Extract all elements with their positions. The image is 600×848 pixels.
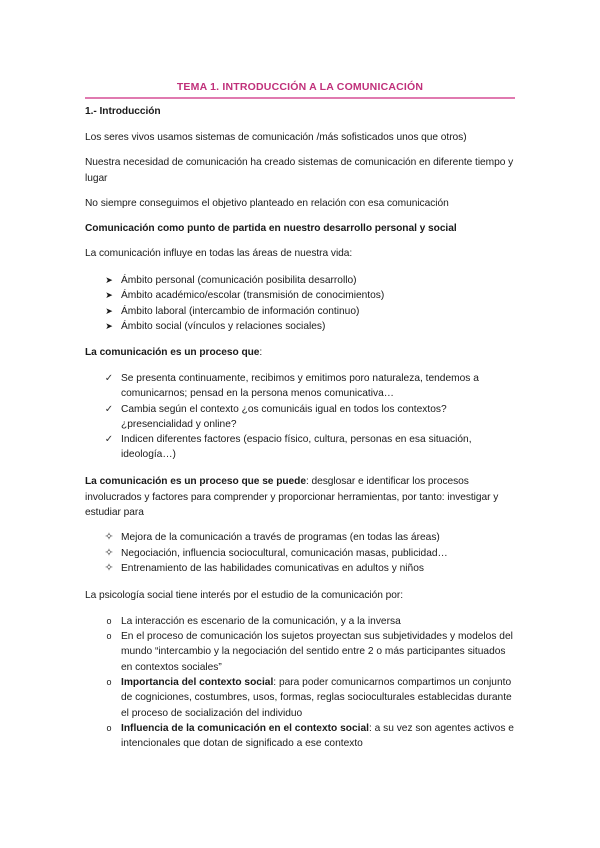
arrow-bullet-icon: ➤	[105, 275, 113, 285]
process-heading	[85, 345, 262, 360]
circle-bullet-icon: o	[106, 723, 112, 733]
diamond-bullet-icon: ✧	[104, 531, 114, 543]
list-item: Negociación, influencia sociocultural, comunicación masas, publicidad…	[121, 548, 448, 559]
diamond-bullet-icon: ✧	[104, 562, 114, 574]
breakdown-paragraph	[85, 474, 517, 521]
process-heading-bold: La comunicación es un proceso que	[85, 347, 260, 358]
check-bullet-icon: ✓	[104, 434, 114, 445]
check-bullet-icon: ✓	[104, 373, 114, 384]
intro-paragraph-1: Los seres vivos usamos sistemas de comunicación /más sofisticados unos que otros)	[85, 132, 467, 143]
subheading-development: Comunicación como punto de partida en nuestro desarrollo personal y social	[85, 223, 457, 234]
list-item: En el proceso de comunicación los sujetos proyectan sus subjetividades y modelos del mundo “intercambio y la negociación del sentido entre 2 o más participantes situados en contextos sociales”	[121, 631, 513, 673]
section-heading: 1.- Introducción	[85, 106, 161, 117]
circle-bullet-icon: o	[106, 677, 112, 687]
arrow-bullet-icon: ➤	[105, 290, 113, 300]
breakdown-bold: La comunicación es un proceso que se puede	[85, 476, 306, 487]
list-item: La interacción es escenario de la comunicación, y a la inversa	[121, 616, 401, 627]
document-title: TEMA 1. INTRODUCCIÓN A LA COMUNICACIÓN	[176, 81, 424, 93]
areas-intro: La comunicación influye en todas las áreas de nuestra vida:	[85, 248, 353, 259]
list-item: Entrenamiento de las habilidades comunicativas en adultos y niños	[121, 563, 424, 574]
arrow-bullet-icon: ➤	[105, 306, 113, 316]
list-item: Ámbito laboral (intercambio de información continuo)	[121, 306, 360, 317]
list-item: Se presenta continuamente, recibimos y emitimos poro naturaleza, tendemos a comunicarnos; pensad en la persona menos comunicativa…	[121, 373, 479, 400]
process-heading-colon: :	[259, 347, 263, 358]
intro-paragraph-3: No siempre conseguimos el objetivo planteado en relación con esa comunicación	[85, 198, 449, 209]
breakdown-text: : desglosar e identificar los procesos involucrados y factores para comprender y proporcionar herramientas, por tanto: investigar y estudiar para	[85, 476, 499, 518]
list-item: Importancia del contexto social: para poder comunicarnos compartimos un conjunto de cogniciones, costumbres, usos, formas, reglas socioculturales establecidas durante el proceso de socialización del individuo	[121, 677, 512, 719]
list-item: Ámbito personal (comunicación posibilita desarrollo)	[121, 275, 357, 286]
list-item: Mejora de la comunicación a través de programas (en todas las áreas)	[121, 532, 440, 543]
list-item: Ámbito social (vínculos y relaciones sociales)	[121, 321, 326, 332]
arrow-bullet-icon: ➤	[105, 321, 113, 331]
list-item: Cambia según el contexto ¿os comunicáis igual en todos los contextos? ¿presencialidad y online?	[121, 404, 447, 431]
check-bullet-icon: ✓	[104, 404, 114, 415]
diamond-bullet-icon: ✧	[104, 547, 114, 559]
list-item: Indicen diferentes factores (espacio físico, cultura, personas en esa situación, ideología…)	[121, 434, 472, 461]
intro-paragraph-2: Nuestra necesidad de comunicación ha creado sistemas de comunicación en diferente tiempo y lugar	[85, 157, 514, 184]
list-item: Influencia de la comunicación en el contexto social: a su vez son agentes activos e intencionales que dotan de significado a ese contexto	[121, 723, 514, 750]
circle-bullet-icon: o	[106, 631, 112, 641]
list-item: Ámbito académico/escolar (transmisión de conocimientos)	[121, 290, 385, 301]
circle-bullet-icon: o	[106, 616, 112, 626]
psych-intro: La psicología social tiene interés por el estudio de la comunicación por:	[85, 590, 404, 601]
title-underline	[85, 97, 515, 99]
